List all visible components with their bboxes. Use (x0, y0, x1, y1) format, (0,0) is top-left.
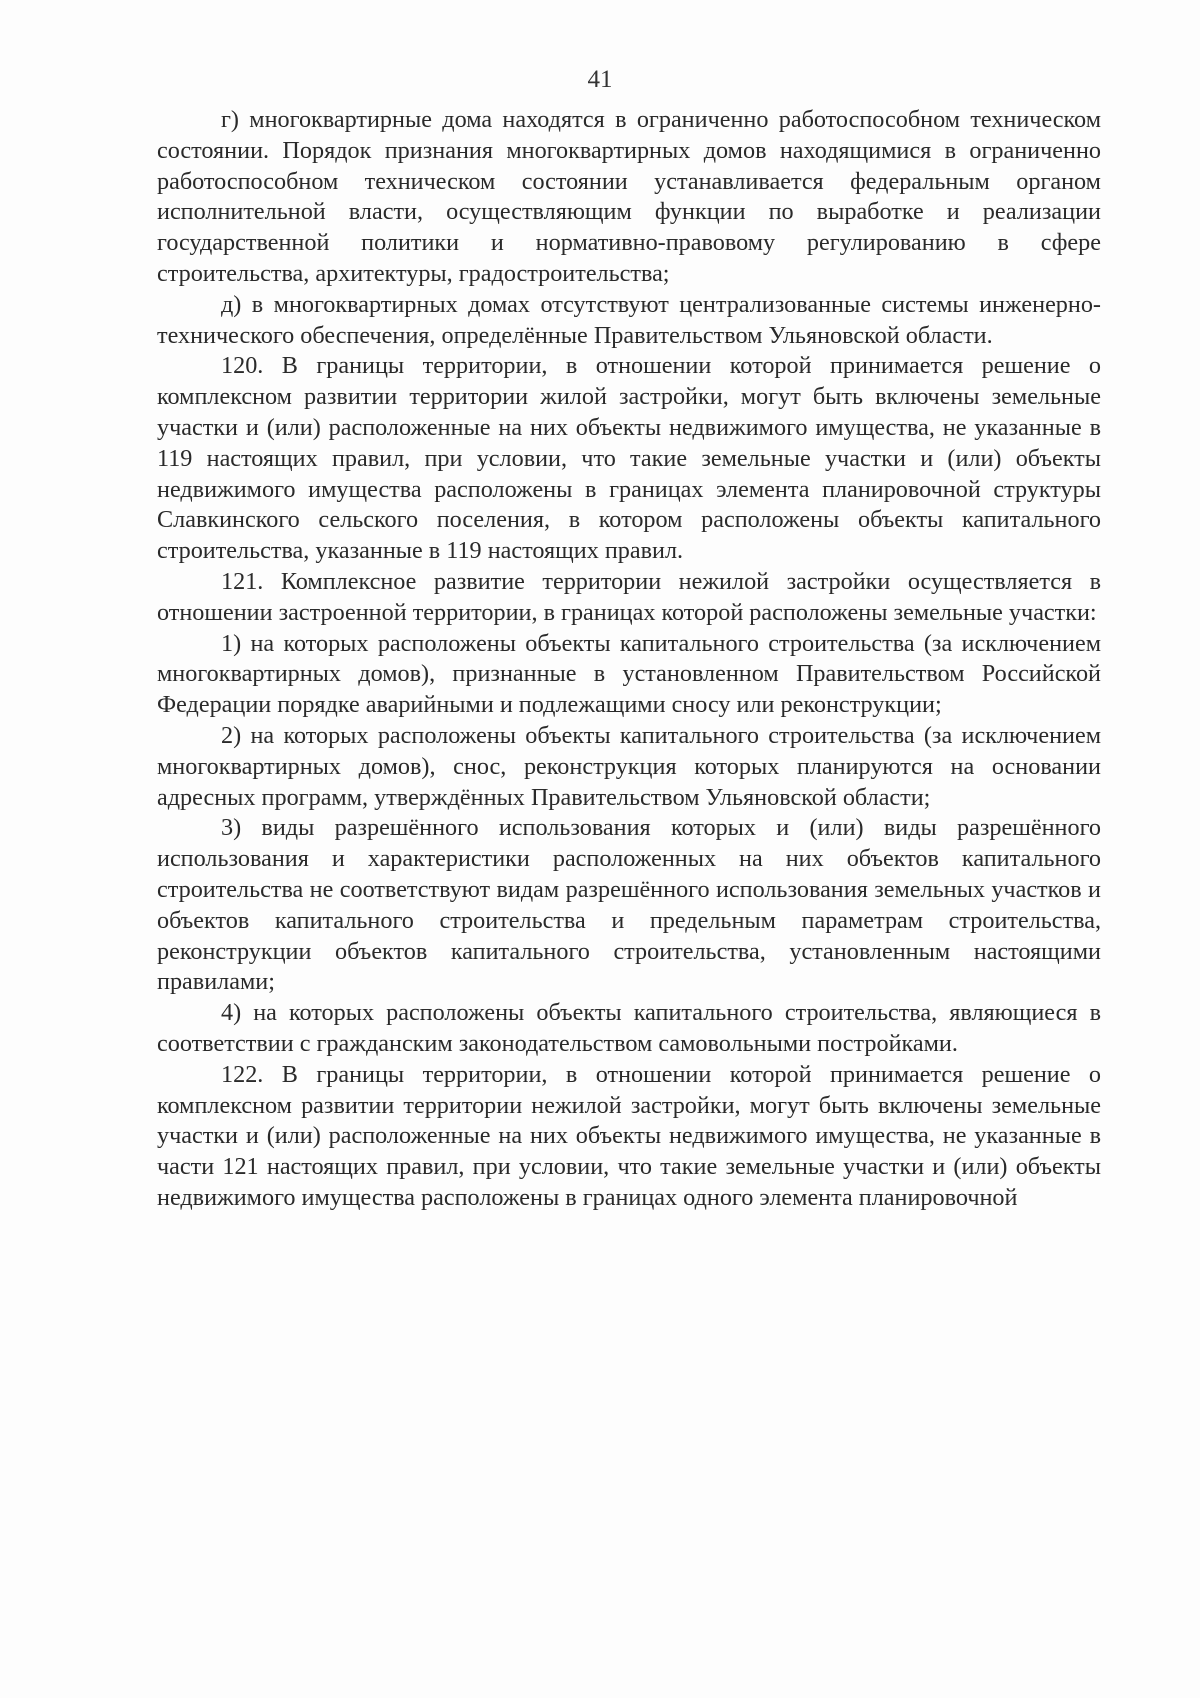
paragraph-121-item-2: 2) на которых расположены объекты капитального строительства (за исключением многоквартирных домов), снос, реконструкция которых планируются на основании адресных программ, утверждённых Правительством Ульяновской области; (157, 721, 1101, 811)
paragraph-121-item-3: 3) виды разрешённого использования которых и (или) виды разрешённого использования и характеристики расположенных на них объектов капитального строительства не соответствуют видам разрешённого использования земельных участков и объектов капитального строительства и предельным параметрам строительства, реконструкции объектов капитального строительства, установленным настоящими правилами; (157, 814, 1101, 996)
paragraph-d: д) в многоквартирных домах отсутствуют централизованные системы инженерно-технического обеспечения, определённые Правительством Ульяновской области. (157, 290, 1101, 349)
paragraph-g: г) многоквартирные дома находятся в ограниченно работоспособном техническом состоянии. Порядок признания многоквартирных домов находящимися в ограниченно работоспособном техническом состоянии устанавливается федеральным органом исполнительной власти, осуществляющим функции по выработке и реализации государственной политики и нормативно-правовому регулированию в сфере строительства, архитектуры, градостроительства; (157, 106, 1101, 287)
paragraph-122: 122. В границы территории, в отношении которой принимается решение о комплексном развитии территории нежилой застройки, могут быть включены земельные участки и (или) расположенные на них объекты недвижимого имущества, не указанные в части 121 настоящих правил, при условии, что такие земельные участки и (или) объекты недвижимого имущества расположены в границах одного элемента планировочной (157, 1060, 1101, 1211)
paragraph-121-item-1: 1) на которых расположены объекты капитального строительства (за исключением многоквартирных домов), признанные в установленном Правительством Российской Федерации порядке аварийными и подлежащими сносу или реконструкции; (157, 629, 1101, 719)
paragraph-120: 120. В границы территории, в отношении которой принимается решение о комплексном развитии территории жилой застройки, могут быть включены земельные участки и (или) расположенные на них объекты недвижимого имущества, не указанные в 119 настоящих правил, при условии, что такие земельные участки и (или) объекты недвижимого имущества расположены в границах элемента планировочной структуры Славкинского сельского поселения, в котором расположены объекты капитального строительства, указанные в 119 настоящих правил. (157, 352, 1101, 565)
paragraph-121-item-4: 4) на которых расположены объекты капитального строительства, являющиеся в соответствии с гражданским законодательством самовольными постройками. (157, 999, 1101, 1057)
document-body (157, 105, 1101, 1214)
page-number: 41 (587, 66, 613, 93)
paragraph-121: 121. Комплексное развитие территории нежилой застройки осуществляется в отношении застроенной территории, в границах которой расположены земельные участки: (157, 567, 1101, 626)
